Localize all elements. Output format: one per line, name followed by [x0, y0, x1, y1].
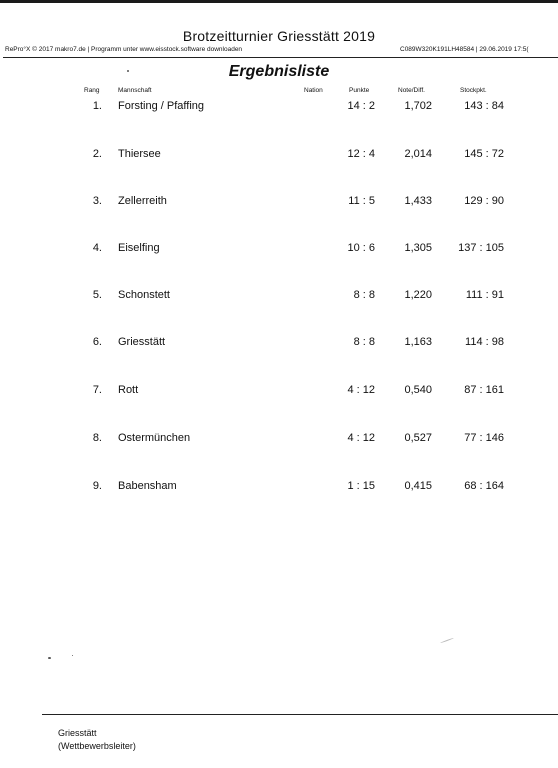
cell-team: Schonstett	[118, 289, 170, 301]
cell-note: 1,163	[404, 336, 432, 348]
footer-role: (Wettbewerbsleiter)	[58, 741, 136, 751]
cell-rang: 9.	[92, 480, 102, 492]
table-row	[0, 336, 558, 352]
table-row	[0, 289, 558, 305]
table-row	[0, 432, 558, 448]
cell-rang: 6.	[92, 336, 102, 348]
cell-team: Rott	[118, 384, 139, 396]
cell-stock: 129 : 90	[464, 195, 504, 207]
cell-punkte: 8 : 8	[353, 336, 375, 348]
cell-stock: 137 : 105	[458, 242, 504, 254]
table-row	[0, 148, 558, 164]
cell-team: Thiersee	[118, 148, 161, 160]
cell-punkte: 4 : 12	[347, 384, 375, 396]
cell-punkte: 12 : 4	[347, 148, 375, 160]
cell-team: Griesstätt	[118, 336, 166, 348]
cell-punkte: 1 : 15	[347, 480, 375, 492]
document-title: Brotzeitturnier Griesstätt 2019	[182, 28, 376, 44]
cell-stock: 68 : 164	[464, 480, 504, 492]
meta-left: RePro°X © 2017 makro7.de | Programm unter www.eisstock.software downloaden	[5, 46, 243, 53]
cell-note: 1,702	[404, 100, 432, 112]
footer-location: Griesstätt	[58, 728, 97, 738]
header-note: Note/Diff.	[398, 87, 425, 94]
cell-punkte: 8 : 8	[353, 289, 375, 301]
table-row	[0, 384, 558, 400]
cell-note: 0,540	[404, 384, 432, 396]
results-heading: Ergebnisliste	[228, 63, 330, 80]
cell-rang: 7.	[92, 384, 102, 396]
scan-speck	[440, 638, 453, 644]
header-rang: Rang	[84, 87, 100, 94]
cell-stock: 143 : 84	[464, 100, 504, 112]
cell-rang: 3.	[92, 195, 102, 207]
cell-stock: 111 : 91	[465, 289, 504, 301]
table-row	[0, 480, 558, 496]
cell-rang: 1.	[92, 100, 102, 112]
cell-rang: 4.	[92, 242, 102, 254]
header-nation: Nation	[304, 87, 323, 94]
header-punkte: Punkte	[349, 87, 370, 94]
header-team: Mannschaft	[118, 87, 152, 94]
meta-bar	[3, 45, 558, 58]
header-stock: Stockpkt.	[460, 87, 487, 94]
cell-stock: 114 : 98	[465, 336, 504, 348]
cell-punkte: 14 : 2	[347, 100, 375, 112]
cell-note: 1,220	[404, 289, 432, 301]
signature-line	[42, 714, 558, 715]
cell-team: Zellerreith	[118, 195, 167, 207]
cell-team: Eiselfing	[118, 242, 160, 254]
cell-rang: 2.	[92, 148, 102, 160]
cell-note: 1,305	[404, 242, 432, 254]
meta-right: C089W320K191LH48584 | 29.06.2019 17:5(	[400, 46, 529, 53]
table-row	[0, 242, 558, 258]
cell-note: 1,433	[404, 195, 432, 207]
cell-rang: 5.	[92, 289, 102, 301]
top-border	[0, 0, 558, 3]
cell-punkte: 10 : 6	[347, 242, 375, 254]
cell-team: Babensham	[118, 480, 177, 492]
cell-punkte: 11 : 5	[348, 195, 375, 207]
cell-punkte: 4 : 12	[347, 432, 375, 444]
cell-team: Ostermünchen	[118, 432, 191, 444]
cell-note: 0,527	[404, 432, 432, 444]
cell-note: 2,014	[404, 148, 432, 160]
cell-stock: 77 : 146	[464, 432, 504, 444]
cell-stock: 87 : 161	[464, 384, 504, 396]
scan-speck	[72, 655, 73, 656]
table-row	[0, 100, 558, 116]
cell-note: 0,415	[404, 480, 432, 492]
table-row	[0, 195, 558, 211]
scan-speck	[48, 657, 51, 659]
cell-rang: 8.	[92, 432, 102, 444]
cell-team: Forsting / Pfaffing	[118, 100, 205, 112]
cell-stock: 145 : 72	[464, 148, 504, 160]
